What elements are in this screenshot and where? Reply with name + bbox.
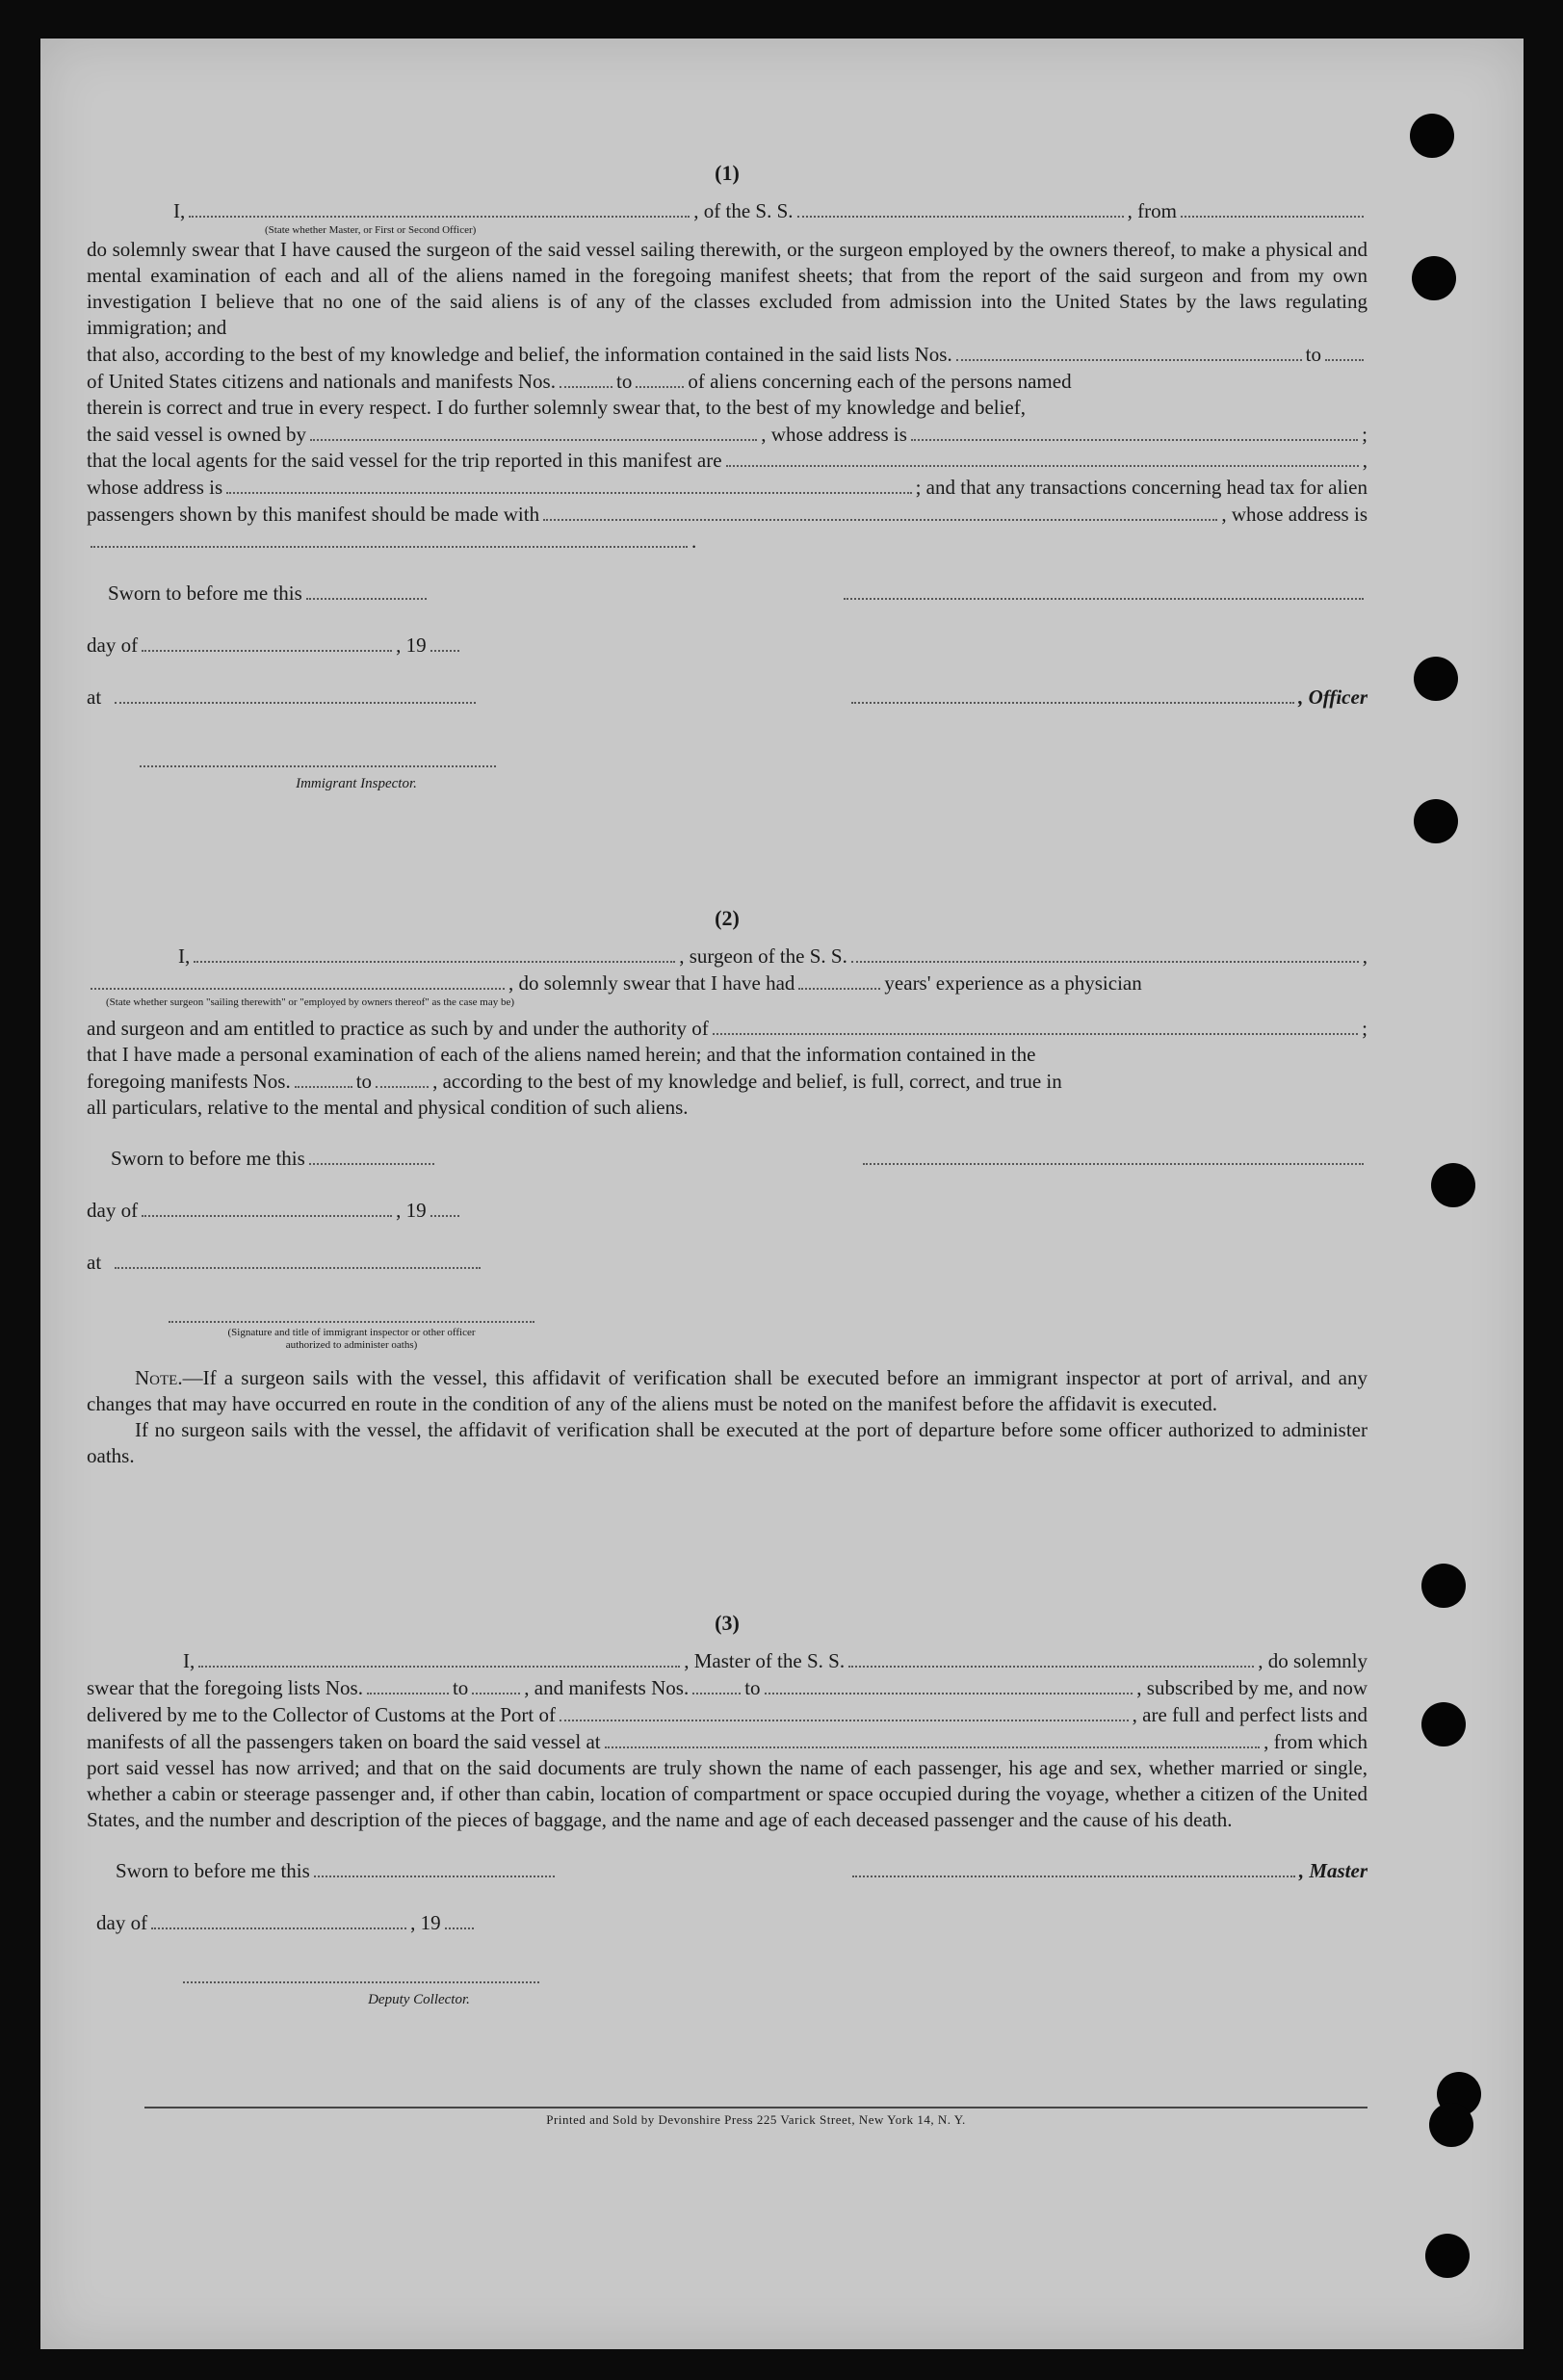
text: foregoing manifests Nos. [87, 1069, 291, 1093]
text: , do solemnly [1258, 1648, 1368, 1672]
lists-nos-to-field[interactable] [1325, 341, 1364, 361]
sworn-date-field[interactable] [306, 580, 427, 600]
punch-hole [1412, 256, 1456, 300]
text: , of the S. S. [693, 198, 794, 222]
collector-label: Deputy Collector. [368, 1992, 470, 2008]
text: manifests of all the passengers taken on board the said vessel at [87, 1729, 601, 1753]
head-tax-address-field[interactable] [91, 528, 688, 548]
text: , 19 [396, 1199, 427, 1223]
section-number: (1) [715, 161, 740, 185]
year-field[interactable] [430, 1198, 459, 1218]
text: that the local agents for the said vessel for the trip reported in this manifest are [87, 449, 722, 473]
day-of-field[interactable] [142, 632, 392, 652]
text: to [452, 1675, 469, 1699]
authority-field[interactable] [713, 1015, 1358, 1035]
manifest-nos-to-field[interactable] [376, 1068, 429, 1088]
section-number: (2) [715, 906, 740, 930]
master-signature-field[interactable] [852, 1858, 1295, 1878]
text: , Master of the S. S. [684, 1648, 846, 1672]
owner-field[interactable] [310, 421, 757, 441]
text: , and manifests Nos. [524, 1675, 690, 1699]
master-label: , Master [1298, 1859, 1368, 1883]
officer-name-field[interactable] [189, 197, 690, 218]
text: to [1305, 342, 1321, 366]
collector-signature-field[interactable] [183, 1964, 539, 1984]
manifest-nos-from-field[interactable] [692, 1674, 741, 1694]
vessel-name-field[interactable] [851, 943, 1359, 963]
inspector-label: Immigrant Inspector. [296, 776, 417, 792]
text: years' experience as a physician [884, 970, 1142, 995]
head-tax-party-field[interactable] [543, 501, 1217, 521]
note-label: Note. [135, 1366, 183, 1390]
text: that I have made a personal examination of each of the aliens named herein; and that the information contained in the [87, 1042, 1036, 1066]
departure-port-field[interactable] [605, 1728, 1261, 1748]
surgeon-signature-field[interactable] [863, 1146, 1364, 1166]
master-name-field[interactable] [198, 1647, 680, 1668]
agents-address-field[interactable] [226, 474, 911, 494]
text: , are full and perfect lists and [1132, 1702, 1368, 1726]
text: Sworn to before me this [108, 582, 302, 606]
text: of United States citizens and nationals and manifests Nos. [87, 369, 556, 393]
text: . [691, 530, 697, 554]
text: ; and that any transactions concerning head tax for alien [915, 476, 1368, 500]
note-text: If no surgeon sails with the vessel, the affidavit of verification shall be executed at the port of departure before some officer authorized to administer oaths. [87, 1418, 1368, 1468]
at-place-field[interactable] [115, 684, 476, 704]
text: passengers shown by this manifest should be made with [87, 503, 540, 527]
manifest-nos-to-field[interactable] [636, 368, 684, 388]
text: of aliens concerning each of the persons named [688, 369, 1072, 393]
punch-hole [1421, 1702, 1466, 1746]
note-paragraph [87, 1417, 1368, 1469]
year-field[interactable] [430, 632, 459, 652]
text: , do solemnly swear that I have had [508, 970, 795, 995]
text: , [1362, 944, 1368, 968]
punch-hole [1421, 1564, 1466, 1608]
punch-hole [1414, 657, 1458, 701]
field-caption: (State whether Master, or First or Second Officer) [265, 223, 477, 236]
text: swear that the foregoing lists Nos. [87, 1675, 363, 1699]
text: , subscribed by me, and now [1136, 1675, 1368, 1699]
text: ; [1362, 1016, 1368, 1040]
owner-address-field[interactable] [911, 421, 1358, 441]
surgeon-name-field[interactable] [194, 943, 675, 963]
text: , 19 [410, 1911, 441, 1935]
manifest-nos-to-field[interactable] [765, 1674, 1133, 1694]
vessel-name-field[interactable] [797, 197, 1124, 218]
text: Sworn to before me this [116, 1859, 310, 1883]
text: whose address is [87, 476, 223, 500]
day-of-field[interactable] [151, 1910, 406, 1930]
text: , surgeon of the S. S. [679, 944, 847, 968]
printer-imprint: Printed and Sold by Devonshire Press 225 Varick Street, New York 14, N. Y. [144, 2107, 1368, 2128]
affidavit-section-2 [87, 905, 1368, 1469]
text: to [744, 1675, 761, 1699]
affidavit-section-3 [87, 1610, 1368, 2013]
officer-label: , Officer [1298, 686, 1368, 710]
text: at [87, 1251, 102, 1275]
text: , from which [1263, 1729, 1368, 1753]
manifest-nos-from-field[interactable] [560, 368, 612, 388]
text: to [615, 369, 633, 393]
text: I, [178, 944, 191, 968]
text: all particulars, relative to the mental and physical condition of such aliens. [87, 1095, 689, 1119]
at-place-field[interactable] [115, 1250, 481, 1270]
lists-nos-from-field[interactable] [367, 1674, 449, 1694]
surgeon-status-field[interactable] [91, 970, 505, 990]
sworn-date-field[interactable] [309, 1146, 434, 1166]
port-field[interactable] [560, 1701, 1129, 1721]
text: at [87, 686, 102, 710]
lists-nos-from-field[interactable] [956, 341, 1302, 361]
section-number: (3) [715, 1611, 740, 1635]
text: ; [1362, 422, 1368, 446]
text: day of [87, 1199, 139, 1223]
year-field[interactable] [445, 1910, 474, 1930]
vessel-name-field[interactable] [848, 1647, 1254, 1668]
text: I, [183, 1648, 195, 1672]
officer-title-field[interactable] [851, 684, 1294, 704]
lists-nos-to-field[interactable] [472, 1674, 520, 1694]
punch-hole [1431, 1163, 1475, 1207]
punch-hole [1414, 799, 1458, 843]
text: , 19 [396, 634, 427, 658]
manifest-nos-from-field[interactable] [295, 1068, 352, 1088]
text: day of [87, 634, 139, 658]
punch-hole [1410, 114, 1454, 158]
paragraph: port said vessel has now arrived; and that on the said documents are truly shown the name of each passenger, his age and sex, whether married or single, whether a cabin or steerage passenger and, if other than cabin, location of compartment or space occupied during the voyage, whether a citizen of the United States, and the number and description of the pieces of baggage, and the name and age of each deceased passenger and the cause of his death. [87, 1755, 1368, 1831]
punch-hole [1425, 2234, 1470, 2278]
local-agents-field[interactable] [726, 448, 1359, 468]
officer-signature-field[interactable] [844, 580, 1364, 600]
sworn-date-field[interactable] [314, 1858, 555, 1878]
text: the said vessel is owned by [87, 422, 307, 446]
paragraph: do solemnly swear that I have caused the surgeon of the said vessel sailing therewith, or the surgeon employed by the owners thereof, to make a physical and mental examination of each and all of the aliens named in the foregoing manifest sheets; that from the report of the said surgeon and from my own investigation I believe that no one of the said aliens is of any of the classes excluded from admission into the United States by the laws regulating immigration; and [87, 237, 1368, 339]
text: day of [96, 1911, 148, 1935]
text: , according to the best of my knowledge and belief, is full, correct, and true in [432, 1069, 1062, 1093]
field-caption: (Signature and title of immigrant inspector or other officer authorized to administer oaths) [227, 1327, 476, 1352]
paragraph: therein is correct and true in every respect. I do further solemnly swear that, to the best of my knowledge and belief, [87, 395, 1026, 419]
text: Sworn to before me this [111, 1147, 305, 1171]
text: , whose address is [1221, 503, 1368, 527]
text: that also, according to the best of my knowledge and belief, the information contained in the said lists Nos. [87, 342, 952, 366]
affidavit-section-1 [87, 160, 1368, 797]
text: delivered by me to the Collector of Customs at the Port of [87, 1702, 556, 1726]
from-port-field[interactable] [1181, 197, 1364, 218]
text: , whose address is [761, 422, 907, 446]
text: I, [173, 198, 186, 222]
inspector-signature-field[interactable] [140, 747, 496, 767]
text: , from [1127, 198, 1177, 222]
text: to [355, 1069, 373, 1093]
years-experience-field[interactable] [798, 970, 880, 990]
text: , [1362, 449, 1368, 473]
note-paragraph [87, 1365, 1368, 1417]
inspector-signature-field[interactable] [169, 1304, 534, 1324]
punch-hole [1429, 2103, 1473, 2147]
text: and surgeon and am entitled to practice as such by and under the authority of [87, 1016, 709, 1040]
field-caption: (State whether surgeon "sailing therewith" or "employed by owners thereof" as the case may be) [106, 996, 515, 1008]
day-of-field[interactable] [142, 1198, 392, 1218]
note-text: —If a surgeon sails with the vessel, this affidavit of verification shall be executed before an immigrant inspector at port of arrival, and any changes that may have occurred en route in the condition of any of the aliens must be noted on the manifest before the affidavit is executed. [87, 1366, 1368, 1416]
